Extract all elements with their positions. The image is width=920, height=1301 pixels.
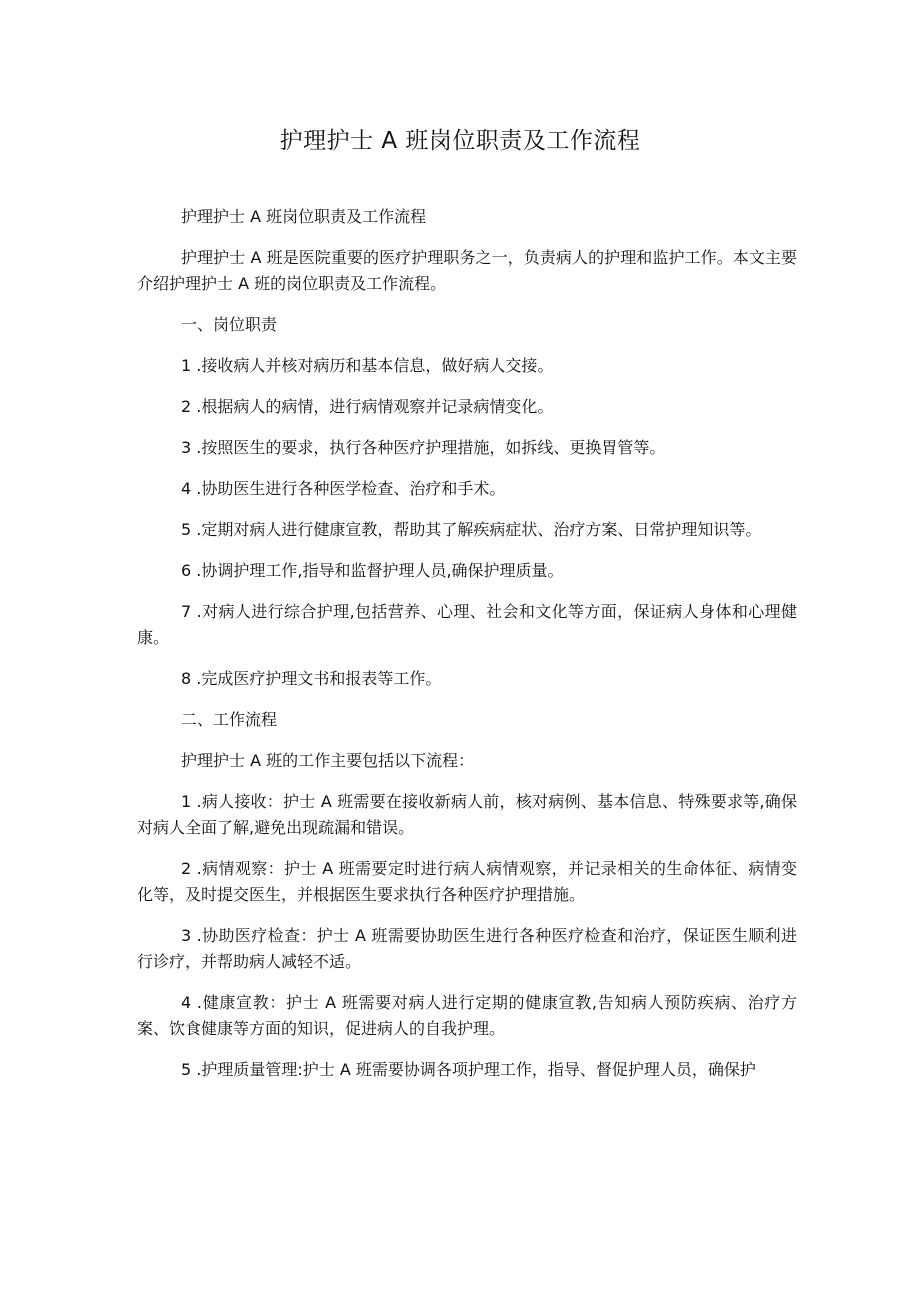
workflow-intro: 护理护士 A 班的工作主要包括以下流程：	[181, 751, 475, 770]
section-heading-duties: 一、岗位职责	[181, 315, 278, 334]
duty-item-1: 1 .接收病人并核对病历和基本信息，做好病人交接。	[181, 356, 554, 375]
duty-item-3: 3 .按照医生的要求，执行各种医疗护理措施，如拆线、更换胃管等。	[181, 438, 666, 457]
section-heading-workflow: 二、工作流程	[181, 710, 278, 729]
workflow-item-1: 1 .病人接收：护士 A 班需要在接收新病人前，核对病例、基本信息、特殊要求等,确保对病人全面了解,避免出现疏漏和错误。	[137, 792, 797, 837]
duty-item-7: 7 .对病人进行综合护理,包括营养、心理、社会和文化等方面，保证病人身体和心理健康。	[137, 602, 797, 647]
workflow-item-4: 4 .健康宣教：护士 A 班需要对病人进行定期的健康宣教,告知病人预防疾病、治疗方案、饮食健康等方面的知识，促进病人的自我护理。	[137, 993, 797, 1038]
workflow-item-2: 2 .病情观察：护士 A 班需要定时进行病人病情观察，并记录相关的生命体征、病情变化等，及时提交医生，并根据医生要求执行各种医疗护理措施。	[137, 859, 797, 904]
document-body	[137, 204, 797, 1098]
duty-item-6: 6 .协调护理工作,指导和监督护理人员,确保护理质量。	[181, 561, 564, 580]
intro-paragraph: 护理护士 A 班是医院重要的医疗护理职务之一，负责病人的护理和监护工作。本文主要介绍护理护士 A 班的岗位职责及工作流程。	[137, 248, 797, 293]
workflow-item-3: 3 .协助医疗检查：护士 A 班需要协助医生进行各种医疗检查和治疗，保证医生顺利进行诊疗，并帮助病人减轻不适。	[137, 926, 797, 971]
duty-item-4: 4 .协助医生进行各种医学检查、治疗和手术。	[181, 479, 506, 498]
subtitle-paragraph: 护理护士 A 班岗位职责及工作流程	[181, 207, 427, 226]
workflow-item-5: 5 .护理质量管理:护士 A 班需要协调各项护理工作，指导、督促护理人员，确保护	[181, 1060, 756, 1079]
duty-item-5: 5 .定期对病人进行健康宣教，帮助其了解疾病症状、治疗方案、日常护理知识等。	[181, 520, 762, 539]
document-title: 护理护士 A 班岗位职责及工作流程	[279, 128, 641, 154]
duty-item-2: 2 .根据病人的病情，进行病情观察并记录病情变化。	[181, 397, 554, 416]
duty-item-8: 8 .完成医疗护理文书和报表等工作。	[181, 669, 442, 688]
